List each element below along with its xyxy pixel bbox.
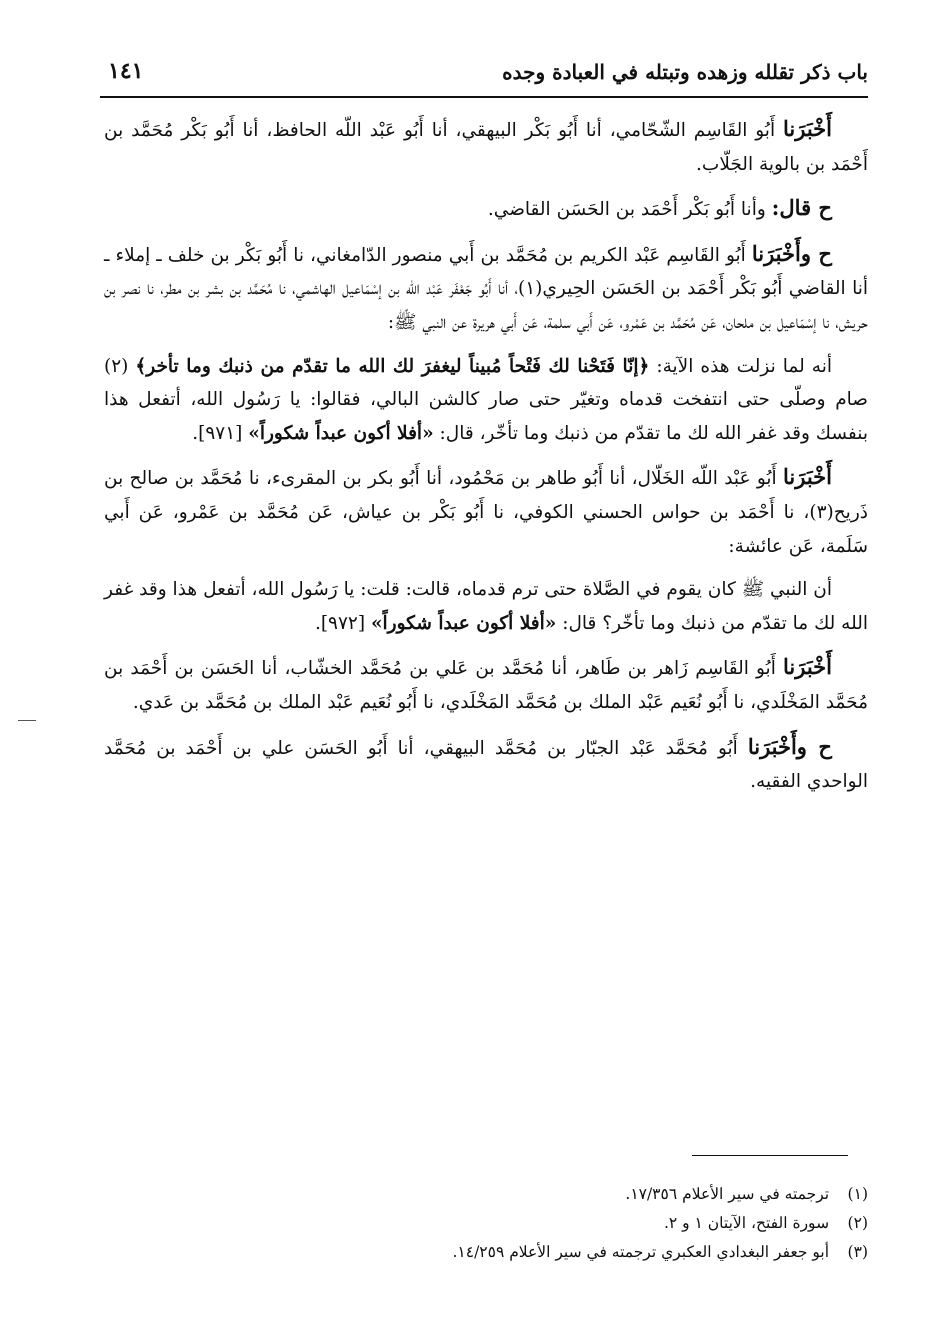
footnote-number: (٢) [847,1214,868,1232]
footnote-number: (١) [847,1185,868,1203]
page-header [100,58,868,98]
paragraph-text: أَبُو القَاسِم الشّحّامي، أنا أَبُو بَكْر البيهقي، أنا أَبُو عَبْد اللّه الحافظ، أنا أَبُو بَكْر مُحَمَّد بن أَحْمَد بن بالوية الجَلّاب. [104,120,868,175]
paragraph-lead: ح وأَخْبَرَنا [747,733,832,759]
footnote-number: (٣) [847,1243,868,1261]
paragraph-1 [104,112,868,181]
footnote-text: ترجمته في سير الأعلام ١٧/٣٥٦. [625,1185,830,1203]
paragraph-lead: أَخْبَرَنا [783,116,832,141]
paragraph-text: أَبُو مُحَمَّد عَبْد الجبّار بن مُحَمَّد البيهقي، أنا أَبُو الحَسَن علي بن أَحْمَد بن مُحَمَّد الواحدي الفقيه. [104,737,868,793]
paragraph-3 [104,237,868,340]
page-number: ١٤١ [108,58,144,84]
paragraph-lead: أَخْبَرَنا [783,464,832,490]
footnote-divider [692,1155,848,1156]
hadith-text: (٢) صام وصلّى حتى انتفخت قدماه وتغيّر حتى صار كالشن البالي، فقالوا: يا رَسُول الله، أتفعل هذا بنفسك وقد غفر الله لك ما تقدّم من ذنبك وما تأخّر، قال: [104,355,868,444]
footnote-3 [100,1238,868,1267]
hadith-intro: أنه لما نزلت هذه الآية: [656,355,833,377]
running-title: باب ذكر تقلله وزهده وتبتله في العبادة وجده [502,60,868,84]
paragraph-text: أَبُو القَاسِم عَبْد الكريم بن مُحَمَّد بن أَبي منصور الدّامغاني، نا أَبُو بَكْر بن خلف ـ إملاء ـ أنا القاضي أَبُو بَكْر أَحْمَد بن الحَسَن الحِيري(١)، أنا أَبُو جَعْفَر عَبْد اللّه بن إسْمَاعيل الهاشمي، نا مُحَمَّد بن بشر بن مطر، نا نصر بن حريش، نا إسْمَاعيل بن ملحان، عَن مُحَمَّد بن عَمْرو، عَن أَبي سلمة، عَن أَبي هريرة عن النبي ﷺ: [104,244,868,333]
paragraph-text: وأنا أَبُو بَكْر أَحْمَد بن الحَسَن القاضي. [487,199,766,221]
paragraph-5 [104,460,868,563]
paragraph-text: أَبُو عَبْد اللّه الخَلّال، أنا أَبُو طاهر بن مَحْمُود، أنا أَبُو بكر بن المقرىء، نا مُحَمَّد بن صالح بن ذَريح(٣)، نا أَحْمَد بن حواس الحسني الكوفي، نا أَبُو بَكْر بن عياش، عَن مُحَمَّد بن عَمْرو، عَن أَبي سَلَمة، عَن عائشة: [104,468,868,557]
footnotes [100,1180,868,1267]
paragraph-8 [104,730,868,799]
hadith-text: أن النبي ﷺ كان يقوم في الصَّلاة حتى ترم قدماه، قالت: قلت: يا رَسُول الله، أتفعل هذا وقد غفر الله لك ما تقدّم من ذنبك وما تأخّر؟ قال: [104,579,868,634]
paragraph-lead: أَخْبَرَنا [783,654,832,680]
prophet-saying: «أفلا أكون عبداً شكوراً» [248,422,434,444]
hadith-number: [٩٧٢]. [314,612,366,634]
prophet-saying: «أفلا أكون عبداً شكوراً» [370,612,557,634]
main-text [104,112,868,809]
paragraph-text: أَبُو القَاسِم زَاهر بن طَاهر، أنا مُحَمَّد بن عَلي بن مُحَمَّد الخشّاب، أنا الحَسَن بن أَحْمَد بن مُحَمَّد المَخْلَدي، نا أَبُو نُعَيم عَبْد الملك بن مُحَمَّد المَخْلَدي، نا أَبُو نُعَيم عَبْد الملك بن مُحَمَّد بن عَدي. [104,658,868,713]
footnote-text: أبو جعفر البغدادي العكبري ترجمته في سير الأعلام ١٤/٢٥٩. [452,1243,830,1261]
paragraph-lead: ح وأَخْبَرَنا [751,240,832,266]
footnote-text: سورة الفتح، الآيتان ١ و ٢. [663,1214,830,1232]
paragraph-2 [104,191,868,227]
quran-verse: ﴿إنّا فَتَحْنا لك فَتْحاً مُبيناً ليغفرَ لك الله ما تقدّم من ذنبك وما تأخر﴾ [135,355,650,377]
paragraph-4-hadith [104,350,868,451]
hadith-number: [٩٧١]. [192,422,243,444]
paragraph-lead: ح قال: [771,195,832,221]
footnote-1 [100,1180,868,1209]
paragraph-7 [104,650,868,719]
scan-edge-mark [18,720,36,721]
paragraph-6-hadith [104,573,868,640]
footnote-2 [100,1209,868,1238]
